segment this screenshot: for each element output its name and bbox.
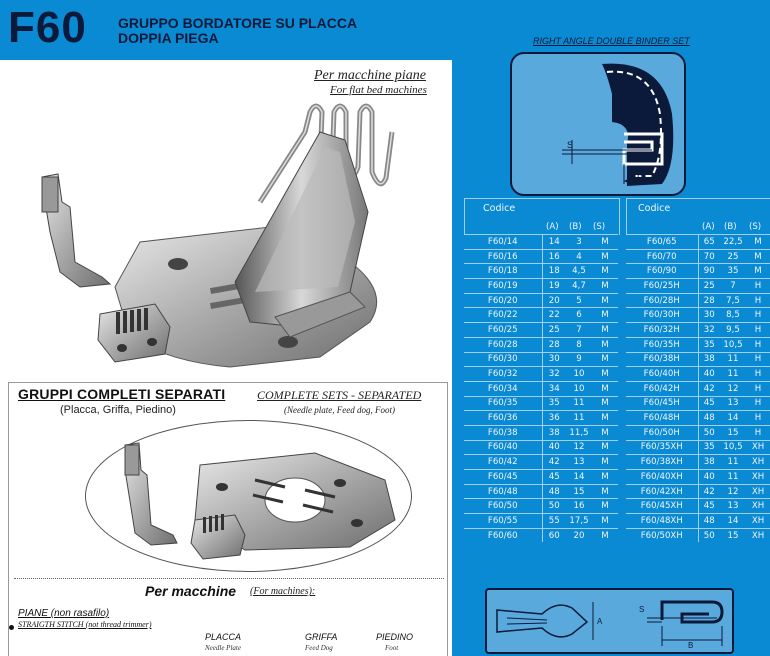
table-right-col-a: (A) — [702, 222, 715, 232]
cell-b: 12 — [720, 381, 746, 396]
cell-a: 70 — [698, 249, 720, 264]
cell-a: 55 — [542, 514, 566, 529]
cell-code: F60/65 — [626, 235, 698, 250]
cell-a: 20 — [542, 293, 566, 308]
cell-b: 7 — [720, 279, 746, 294]
cell-code: F60/25H — [626, 279, 698, 294]
size-table-right — [626, 234, 770, 542]
cell-b: 11 — [720, 455, 746, 470]
diagram-label-b: B — [637, 170, 644, 180]
cell-b: 14 — [720, 411, 746, 426]
table-row — [464, 337, 618, 352]
flatbed-label-en: For flat bed machines — [330, 84, 427, 96]
cell-s: H — [746, 367, 770, 382]
table-row — [464, 499, 618, 514]
cell-code: F60/48XH — [626, 514, 698, 529]
cell-b: 10,5 — [720, 337, 746, 352]
flat-machines-label: PIANE (non rasafilo) — [18, 608, 110, 619]
cell-code: F60/40H — [626, 367, 698, 382]
cell-a: 50 — [698, 528, 720, 542]
cell-a: 48 — [698, 411, 720, 426]
table-row — [464, 396, 618, 411]
bullet-icon — [9, 625, 14, 630]
cell-code: F60/70 — [626, 249, 698, 264]
cell-a: 36 — [542, 411, 566, 426]
cell-b: 12 — [566, 440, 592, 455]
cell-code: F60/38 — [464, 425, 542, 440]
dotted-divider — [14, 578, 444, 579]
cell-a: 48 — [542, 484, 566, 499]
size-table-left — [464, 234, 618, 542]
cell-s: M — [592, 308, 618, 323]
cell-code: F60/35XH — [626, 440, 698, 455]
cell-a: 45 — [542, 470, 566, 485]
cell-s: M — [592, 514, 618, 529]
table-row — [464, 293, 618, 308]
cell-s: H — [746, 396, 770, 411]
table-row — [464, 367, 618, 382]
column-placca-en: Needle Plate — [205, 644, 241, 652]
flatbed-label-it: Per macchine piane — [314, 68, 426, 83]
table-row — [626, 484, 770, 499]
cell-b: 10 — [566, 381, 592, 396]
separated-parts-photo — [95, 425, 405, 565]
table-row — [464, 440, 618, 455]
cell-b: 6 — [566, 308, 592, 323]
cell-s: H — [746, 308, 770, 323]
table-row — [626, 264, 770, 279]
cell-code: F60/36 — [464, 411, 542, 426]
cell-code: F60/50XH — [626, 528, 698, 542]
cell-b: 8,5 — [720, 308, 746, 323]
cell-b: 11,5 — [566, 425, 592, 440]
table-row — [464, 484, 618, 499]
cell-b: 15 — [720, 425, 746, 440]
cell-s: H — [746, 293, 770, 308]
binder-diagram-box — [510, 52, 686, 196]
cell-code: F60/42H — [626, 381, 698, 396]
sets-subtitle-it: (Placca, Griffa, Piedino) — [60, 404, 176, 416]
cell-a: 38 — [542, 425, 566, 440]
sets-subtitle-en: (Needle plate, Feed dog, Foot) — [284, 405, 395, 415]
cell-code: F60/48 — [464, 484, 542, 499]
cell-b: 14 — [566, 470, 592, 485]
cell-a: 35 — [698, 440, 720, 455]
cell-a: 40 — [698, 470, 720, 485]
table-left-code-header: Codice — [483, 203, 516, 214]
cell-a: 90 — [698, 264, 720, 279]
table-row — [626, 235, 770, 250]
cell-b: 11 — [720, 470, 746, 485]
cell-code: F60/38XH — [626, 455, 698, 470]
table-left-col-a: (A) — [546, 222, 559, 232]
table-row — [464, 264, 618, 279]
cell-b: 35 — [720, 264, 746, 279]
fold-label-a: A — [597, 617, 603, 626]
table-row — [464, 323, 618, 338]
table-row — [626, 293, 770, 308]
cell-b: 25 — [720, 249, 746, 264]
table-right-col-b: (B) — [724, 222, 737, 232]
product-title — [118, 16, 418, 46]
column-piedino-en: Foot — [385, 644, 399, 652]
cell-b: 11 — [720, 352, 746, 367]
fold-diagram-box — [485, 588, 734, 654]
cell-b: 4 — [566, 249, 592, 264]
table-row — [626, 249, 770, 264]
cell-code: F60/55 — [464, 514, 542, 529]
cell-s: M — [746, 264, 770, 279]
product-code: F60 — [8, 3, 87, 52]
diagram-label-s: S — [567, 140, 574, 150]
cell-s: XH — [746, 440, 770, 455]
cell-code: F60/30 — [464, 352, 542, 367]
cell-b: 15 — [720, 528, 746, 542]
cell-a: 32 — [542, 367, 566, 382]
cell-b: 10 — [566, 367, 592, 382]
column-placca: PLACCA — [205, 632, 242, 642]
cell-a: 25 — [542, 323, 566, 338]
table-row — [626, 528, 770, 542]
table-row — [464, 352, 618, 367]
table-row — [626, 337, 770, 352]
table-row — [464, 235, 618, 250]
cell-a: 35 — [542, 396, 566, 411]
cell-code: F60/35 — [464, 396, 542, 411]
table-row — [464, 279, 618, 294]
cell-s: M — [746, 249, 770, 264]
cell-a: 65 — [698, 235, 720, 250]
column-griffa-en: Feed Dog — [305, 644, 333, 652]
cell-s: M — [746, 235, 770, 250]
cell-b: 14 — [720, 514, 746, 529]
cell-code: F60/38H — [626, 352, 698, 367]
table-row — [464, 411, 618, 426]
table-row — [626, 352, 770, 367]
table-right-code-header: Codice — [638, 203, 671, 214]
cell-a: 30 — [542, 352, 566, 367]
cell-a: 45 — [698, 396, 720, 411]
cell-a: 40 — [542, 440, 566, 455]
cell-code: F60/25 — [464, 323, 542, 338]
cell-b: 3 — [566, 235, 592, 250]
machines-title-en: (For machines): — [250, 586, 316, 597]
cell-s: H — [746, 425, 770, 440]
cell-s: M — [592, 455, 618, 470]
cell-s: H — [746, 381, 770, 396]
cell-s: H — [746, 352, 770, 367]
product-title-line1: GRUPPO BORDATORE SU PLACCA — [118, 15, 358, 31]
column-piedino: PIEDINO — [376, 632, 414, 642]
cell-b: 9 — [566, 352, 592, 367]
cell-code: F60/45XH — [626, 499, 698, 514]
table-row — [626, 499, 770, 514]
table-row — [626, 470, 770, 485]
table-right-col-s: (S) — [749, 222, 762, 232]
cell-a: 35 — [698, 337, 720, 352]
cell-code: F60/22 — [464, 308, 542, 323]
cell-code: F60/28H — [626, 293, 698, 308]
table-row — [626, 514, 770, 529]
cell-s: M — [592, 367, 618, 382]
cell-a: 14 — [542, 235, 566, 250]
table-row — [626, 323, 770, 338]
cell-a: 25 — [698, 279, 720, 294]
cell-code: F60/50 — [464, 499, 542, 514]
cell-code: F60/14 — [464, 235, 542, 250]
cell-s: M — [592, 499, 618, 514]
cell-a: 60 — [542, 528, 566, 542]
sets-title-en: COMPLETE SETS - SEPARATED — [257, 388, 422, 402]
cell-code: F60/40 — [464, 440, 542, 455]
sets-title-it: GRUPPI COMPLETI SEPARATI — [18, 386, 226, 402]
cell-s: XH — [746, 470, 770, 485]
table-row — [626, 308, 770, 323]
cell-b: 22,5 — [720, 235, 746, 250]
cell-a: 42 — [542, 455, 566, 470]
cell-a: 50 — [698, 425, 720, 440]
cell-a: 50 — [542, 499, 566, 514]
cell-code: F60/28 — [464, 337, 542, 352]
table-row — [464, 381, 618, 396]
cell-s: H — [746, 279, 770, 294]
cell-code: F60/42XH — [626, 484, 698, 499]
cell-code: F60/60 — [464, 528, 542, 542]
cell-a: 16 — [542, 249, 566, 264]
cell-a: 18 — [542, 264, 566, 279]
cell-code: F60/32 — [464, 367, 542, 382]
cell-a: 32 — [698, 323, 720, 338]
cell-code: F60/40XH — [626, 470, 698, 485]
cell-s: M — [592, 411, 618, 426]
cell-s: M — [592, 396, 618, 411]
cell-code: F60/30H — [626, 308, 698, 323]
table-row — [464, 470, 618, 485]
fold-label-b: B — [688, 641, 694, 650]
cell-s: H — [746, 323, 770, 338]
cell-b: 11 — [566, 396, 592, 411]
table-row — [626, 440, 770, 455]
cell-b: 12 — [720, 484, 746, 499]
fold-label-s: S — [639, 605, 645, 614]
table-row — [464, 308, 618, 323]
table-row — [626, 396, 770, 411]
cell-s: M — [592, 381, 618, 396]
cell-code: F60/50H — [626, 425, 698, 440]
cell-code: F60/42 — [464, 455, 542, 470]
cell-s: M — [592, 293, 618, 308]
cell-s: M — [592, 249, 618, 264]
table-row — [464, 455, 618, 470]
cell-s: H — [746, 337, 770, 352]
cell-b: 13 — [720, 396, 746, 411]
cell-b: 11 — [566, 411, 592, 426]
cell-s: XH — [746, 528, 770, 542]
cell-code: F60/90 — [626, 264, 698, 279]
cell-b: 16 — [566, 499, 592, 514]
cell-a: 42 — [698, 484, 720, 499]
cell-a: 42 — [698, 381, 720, 396]
cell-a: 22 — [542, 308, 566, 323]
table-row — [464, 249, 618, 264]
cell-s: XH — [746, 514, 770, 529]
cell-s: M — [592, 323, 618, 338]
cell-a: 28 — [698, 293, 720, 308]
cell-code: F60/45 — [464, 470, 542, 485]
fold-profile-diagram — [487, 590, 732, 652]
cell-a: 34 — [542, 381, 566, 396]
cell-s: XH — [746, 484, 770, 499]
cell-a: 48 — [698, 514, 720, 529]
table-row — [464, 528, 618, 542]
binder-assembly-photo — [20, 92, 450, 377]
cell-b: 20 — [566, 528, 592, 542]
cell-s: M — [592, 528, 618, 542]
cell-b: 7,5 — [720, 293, 746, 308]
cell-s: M — [592, 264, 618, 279]
cell-b: 9,5 — [720, 323, 746, 338]
cell-s: XH — [746, 499, 770, 514]
cell-s: M — [592, 235, 618, 250]
cell-s: M — [592, 425, 618, 440]
cell-s: M — [592, 279, 618, 294]
cell-code: F60/19 — [464, 279, 542, 294]
table-left-col-s: (S) — [593, 222, 606, 232]
cell-b: 5 — [566, 293, 592, 308]
binder-cross-section-diagram — [512, 54, 684, 194]
cell-s: M — [592, 352, 618, 367]
cell-b: 7 — [566, 323, 592, 338]
straight-stitch-label: STRAIGTH STITCH (not thread trimmer) — [18, 620, 152, 629]
cell-b: 4,7 — [566, 279, 592, 294]
table-row — [626, 411, 770, 426]
cell-code: F60/16 — [464, 249, 542, 264]
cell-code: F60/45H — [626, 396, 698, 411]
cell-b: 10,5 — [720, 440, 746, 455]
cell-a: 19 — [542, 279, 566, 294]
cell-b: 17,5 — [566, 514, 592, 529]
cell-a: 38 — [698, 455, 720, 470]
cell-s: M — [592, 440, 618, 455]
cell-s: M — [592, 470, 618, 485]
cell-b: 13 — [566, 455, 592, 470]
cell-b: 8 — [566, 337, 592, 352]
table-row — [626, 455, 770, 470]
cell-code: F60/18 — [464, 264, 542, 279]
table-row — [626, 279, 770, 294]
diagram-title: RIGHT ANGLE DOUBLE BINDER SET — [533, 36, 690, 46]
product-title-line2: DOPPIA PIEGA — [118, 30, 219, 46]
table-row — [626, 367, 770, 382]
cell-a: 30 — [698, 308, 720, 323]
cell-a: 28 — [542, 337, 566, 352]
cell-code: F60/34 — [464, 381, 542, 396]
cell-b: 15 — [566, 484, 592, 499]
cell-a: 45 — [698, 499, 720, 514]
header-band — [0, 0, 770, 60]
cell-b: 4,5 — [566, 264, 592, 279]
cell-s: XH — [746, 455, 770, 470]
cell-s: M — [592, 337, 618, 352]
table-row — [464, 514, 618, 529]
cell-s: M — [592, 484, 618, 499]
cell-code: F60/35H — [626, 337, 698, 352]
table-left-col-b: (B) — [569, 222, 582, 232]
cell-b: 13 — [720, 499, 746, 514]
table-row — [626, 381, 770, 396]
column-griffa: GRIFFA — [305, 632, 338, 642]
cell-s: H — [746, 411, 770, 426]
cell-b: 11 — [720, 367, 746, 382]
cell-a: 40 — [698, 367, 720, 382]
cell-code: F60/48H — [626, 411, 698, 426]
table-row — [626, 425, 770, 440]
cell-code: F60/32H — [626, 323, 698, 338]
machines-title-it: Per macchine — [145, 583, 237, 599]
cell-a: 38 — [698, 352, 720, 367]
table-row — [464, 425, 618, 440]
cell-code: F60/20 — [464, 293, 542, 308]
